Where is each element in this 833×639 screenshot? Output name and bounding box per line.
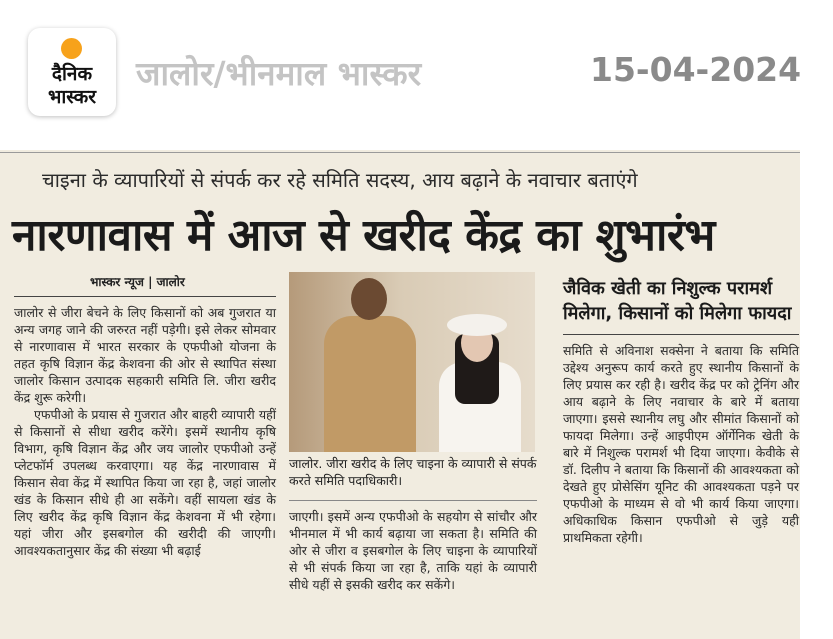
photo-hat <box>447 314 507 336</box>
article-column-2: जाएगी। इसमें अन्य एफपीओ के सहयोग से सांचौर और भीनमाल में भी कार्य बढ़ाया जा सकता है। समिति की ओर से जीरा व इसबगोल के लिए चाइना के व्यापारियों से भी संपर्क किया जा रहा है, ताकि यहां के व्यापारी सीधे यहीं से इसकी खरीद कर सकेंगे। <box>289 509 537 592</box>
photo-caption: जालोर. जीरा खरीद के लिए चाइना के व्यापारी से संपर्क करते समिति पदाधिकारी। <box>289 456 537 488</box>
sidebar-headline: जैविक खेती का निशुल्क परामर्श मिलेगा, किसानों को मिलेगा फायदा <box>563 278 792 324</box>
edition-name: जालोर/भीनमाल भास्कर <box>136 54 422 93</box>
sidebar-rule <box>563 334 799 335</box>
article-byline: भास्कर न्यूज | जालोर <box>90 275 185 289</box>
photo-person-man-head <box>351 278 387 320</box>
column-rule <box>14 296 276 297</box>
caption-rule <box>289 500 537 501</box>
article-headline: नारणावास में आज से खरीद केंद्र का शुभारंभ <box>12 210 715 261</box>
article-subheadline: चाइना के व्यापारियों से संपर्क कर रहे समिति सदस्य, आय बढ़ाने के नवाचार बताएंगे <box>42 168 638 192</box>
article-paragraph-2: एफपीओ के प्रयास से गुजरात और बाहरी व्यापारी यहीं से किसानों से सीधा खरीद करेंगे। इसमें स्थानीय कृषि विभाग, कृषि विज्ञान केंद्र और जय जालोर एफपीओ उन्हें प्लेटफॉर्म उपलब्ध करवाएगा। यह केंद्र नारणावास में किसान सेवा केंद्र में स्थापित किया जा रहा है, जहां जालोर खंड के किसान सीधे ही आ सकेंगे। वहीं सायला खंड के लिए खरीद केंद्र कृषि विज्ञान केंद्र केशवना में भी रहेगा। यहां जीरा और इसबगोल की खरीदी की जाएगी। आवश्यकतानुसार केंद्र की संख्या भी बढ़ाई <box>14 407 276 558</box>
article-column-1 <box>14 304 276 559</box>
logo-text-line1: दैनिक <box>51 63 93 85</box>
edition-date: 15-04-2024 <box>590 50 802 89</box>
logo-text-line2: भास्कर <box>47 86 97 108</box>
photo-person-man <box>324 316 416 452</box>
article-paragraph-1: जालोर से जीरा बेचने के लिए किसानों को अब गुजरात या अन्य जगह जाने की जरुरत नहीं पड़ेगी। इसे लेकर सोमवार से नारणावास में भारत सरकार के एफपीओ योजना के तहत कृषि विज्ञान केंद्र केशवना की ओर से स्थापित संस्था जालोर किसान उत्पादक सहकारी समिति लि. जीरा खरीद केंद्र शुरू करेगी। <box>14 305 276 405</box>
article-photo <box>289 272 535 452</box>
dainik-bhaskar-logo <box>28 28 116 116</box>
page-header <box>0 0 833 150</box>
sun-icon <box>61 38 82 59</box>
article-column-3: समिति से अविनाश सक्सेना ने बताया कि समिति उद्देश्य अनुरूप कार्य करते हुए स्थानीय किसानों के लिए प्रयास कर रही है। खरीद केंद्र पर को ट्रेनिंग और आय बढ़ाने के लिए नवाचार के बारे में बताया जाएगा। इससे स्थानीय लघु और सीमांत किसानों को फायदा मिलेगा। उन्हें आइपीएम ऑर्गेनिक खेती के बारे में निशुल्क परामर्श भी दिया जाएगा। केवीके से डॉ. दिलीप ने बताया कि किसानों की आवश्यकता को देखते हुए प्रोसेसिंग यूनिट की आवश्यकता पड़ने पर एफपीओ के माध्यम से वो भी कार्य किया जाएगा। अधिकाधिक किसान एफपीओ से जुड़े यही प्राथमिकता रहेगी। <box>563 343 799 545</box>
top-divider <box>0 152 800 153</box>
